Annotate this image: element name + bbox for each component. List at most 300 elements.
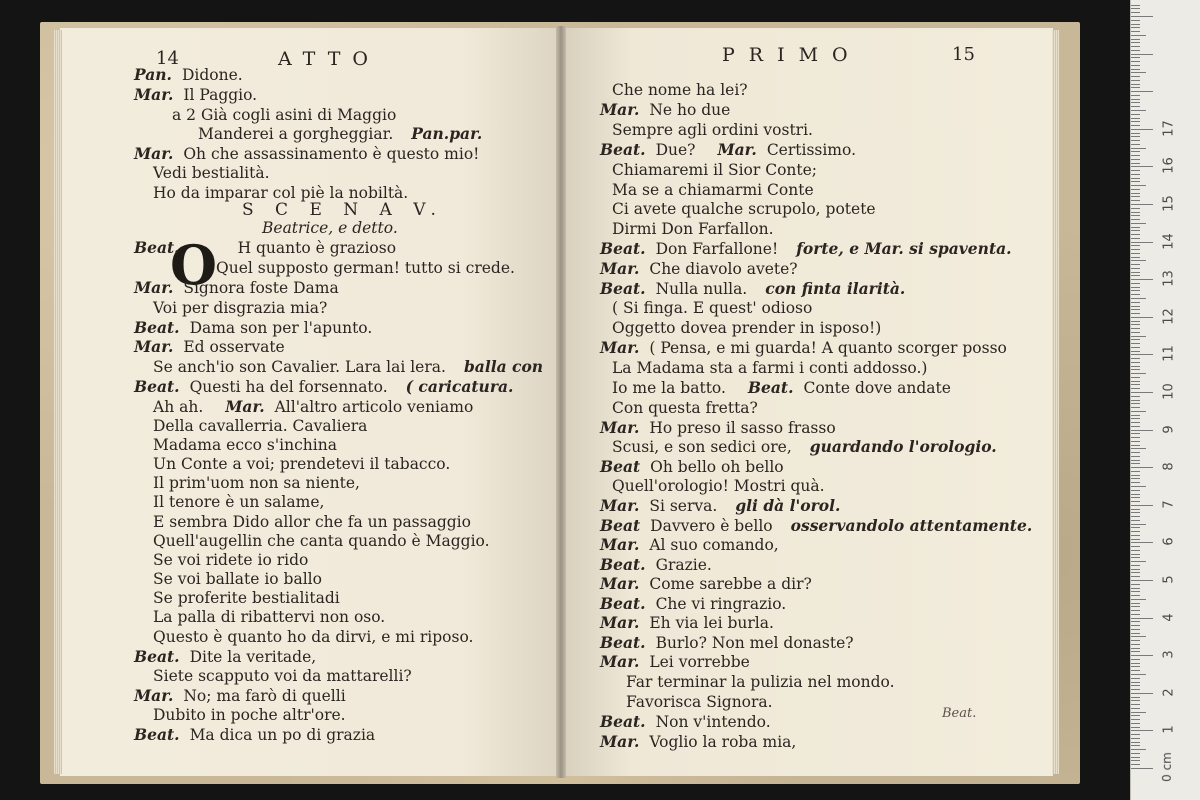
ruler-number: 7 bbox=[1161, 500, 1177, 509]
ruler-number: 10 bbox=[1161, 383, 1177, 400]
ruler-tick bbox=[1131, 396, 1140, 397]
ruler-tick bbox=[1131, 324, 1140, 325]
ruler-tick bbox=[1131, 163, 1140, 164]
ruler-tick bbox=[1131, 16, 1153, 17]
ruler-tick bbox=[1131, 478, 1140, 479]
ruler-tick bbox=[1131, 42, 1140, 43]
ruler-tick bbox=[1131, 475, 1140, 476]
text-line bbox=[600, 260, 798, 278]
ruler-tick bbox=[1131, 230, 1140, 231]
ruler-tick bbox=[1131, 418, 1140, 419]
ruler-tick bbox=[1131, 591, 1140, 592]
line-text: a 2 Già cogli asini di Maggio bbox=[172, 106, 397, 124]
ruler-tick bbox=[1131, 384, 1140, 385]
ruler-number: 16 bbox=[1161, 157, 1177, 175]
speaker-label: Mar. bbox=[600, 652, 640, 671]
text-line bbox=[612, 299, 812, 317]
ruler-tick bbox=[1131, 760, 1140, 761]
ruler-tick bbox=[1131, 520, 1140, 521]
ruler-tick bbox=[1131, 392, 1153, 393]
text-line bbox=[198, 125, 482, 143]
ruler-tick bbox=[1131, 441, 1140, 442]
line-text: Il tenore è un salame, bbox=[153, 493, 325, 511]
ruler-tick bbox=[1131, 272, 1140, 273]
text-line bbox=[134, 239, 396, 257]
text-line bbox=[612, 359, 927, 377]
text-line bbox=[153, 570, 322, 588]
speaker-label: Beat. bbox=[600, 712, 646, 731]
text-line bbox=[153, 532, 490, 550]
ruler-tick bbox=[1131, 411, 1146, 412]
ruler-tick bbox=[1131, 185, 1146, 186]
line-text: Voglio la roba mia, bbox=[649, 733, 797, 751]
speaker-label: Beat. bbox=[600, 633, 646, 652]
ruler-number: 17 bbox=[1161, 120, 1177, 137]
ruler-tick bbox=[1131, 238, 1140, 239]
line-text: ( Pensa, e mi guarda! A quanto scorger posso bbox=[649, 339, 1007, 357]
line-text: Oggetto dovea prender in isposo!) bbox=[612, 319, 882, 337]
ruler-number: 5 bbox=[1161, 575, 1177, 584]
speaker-label: Beat. bbox=[134, 647, 180, 666]
ruler-tick bbox=[1131, 339, 1140, 340]
ruler-tick bbox=[1131, 260, 1146, 261]
text-line bbox=[134, 319, 372, 337]
ruler-tick bbox=[1131, 433, 1140, 434]
ruler-tick bbox=[1131, 422, 1140, 423]
ruler-tick bbox=[1131, 655, 1153, 656]
line-text: Certissimo. bbox=[766, 141, 856, 159]
ruler-tick bbox=[1131, 35, 1146, 36]
ruler-tick bbox=[1131, 685, 1140, 686]
line-text: Didone. bbox=[181, 66, 243, 84]
ruler-tick bbox=[1131, 588, 1140, 589]
ruler-tick bbox=[1131, 196, 1140, 197]
ruler-tick bbox=[1131, 621, 1140, 622]
line-text: Io me la batto. bbox=[612, 379, 726, 397]
ruler-tick bbox=[1131, 257, 1140, 258]
ruler-tick bbox=[1131, 351, 1140, 352]
stage-direction: balla con bbox=[463, 357, 544, 376]
speaker-label: Beat. bbox=[134, 725, 180, 744]
speaker-label: Beat. bbox=[134, 377, 180, 396]
ruler-tick bbox=[1131, 298, 1146, 299]
ruler-tick bbox=[1131, 678, 1140, 679]
ruler-tick bbox=[1131, 193, 1140, 194]
text-line bbox=[600, 517, 1032, 535]
text-line bbox=[153, 436, 337, 454]
line-text: Manderei a gorgheggiar. bbox=[198, 125, 394, 143]
ruler-tick bbox=[1131, 460, 1140, 461]
ruler-tick bbox=[1131, 753, 1140, 754]
ruler-tick bbox=[1131, 572, 1140, 573]
line-text: Nulla nulla. bbox=[655, 280, 748, 298]
ruler-tick bbox=[1131, 306, 1140, 307]
text-line bbox=[612, 81, 748, 99]
ruler-tick bbox=[1131, 118, 1140, 119]
line-text: Ma se a chiamarmi Conte bbox=[612, 181, 814, 199]
text-line bbox=[600, 634, 854, 652]
text-line bbox=[153, 513, 471, 531]
speaker-label: Mar. bbox=[600, 100, 640, 119]
ruler-tick bbox=[1131, 200, 1140, 201]
line-text: Come sarebbe a dir? bbox=[649, 575, 812, 593]
ruler-tick bbox=[1131, 12, 1140, 13]
ruler-tick bbox=[1131, 595, 1140, 596]
ruler-tick bbox=[1131, 426, 1140, 427]
speaker-label: Mar. bbox=[600, 574, 640, 593]
ruler-tick bbox=[1131, 377, 1140, 378]
ruler-tick bbox=[1131, 610, 1140, 611]
ruler-tick bbox=[1131, 606, 1140, 607]
ruler-tick bbox=[1131, 584, 1140, 585]
line-text: Il Paggio. bbox=[183, 86, 258, 104]
ruler-tick bbox=[1131, 290, 1140, 291]
ruler-tick bbox=[1131, 381, 1140, 382]
ruler-tick bbox=[1131, 76, 1140, 77]
line-text: Dama son per l'apunto. bbox=[189, 319, 373, 337]
line-text: Chiamaremi il Sior Conte; bbox=[612, 161, 818, 179]
text-line bbox=[134, 687, 346, 705]
line-text: Ne ho due bbox=[649, 101, 731, 119]
text-line bbox=[153, 474, 360, 492]
ruler-tick bbox=[1131, 373, 1146, 374]
text-line bbox=[612, 319, 881, 337]
ruler-tick bbox=[1131, 452, 1140, 453]
speaker-label: Beat. bbox=[600, 594, 646, 613]
stage-direction: osservandolo attentamente. bbox=[790, 516, 1033, 535]
line-text: La palla di ribattervi non oso. bbox=[153, 608, 386, 626]
ruler-tick bbox=[1131, 640, 1140, 641]
ruler-tick bbox=[1131, 317, 1153, 318]
ruler-tick bbox=[1131, 249, 1140, 250]
ruler-tick bbox=[1131, 715, 1140, 716]
line-text: Beatrice, e detto. bbox=[262, 219, 398, 237]
ruler-tick bbox=[1131, 535, 1140, 536]
text-line bbox=[600, 713, 771, 731]
text-line bbox=[600, 240, 1012, 258]
ruler-tick bbox=[1131, 114, 1140, 115]
line-text: Questo è quanto ho da dirvi, e mi riposo. bbox=[153, 628, 474, 646]
ruler-tick bbox=[1131, 332, 1140, 333]
stage-direction: Pan.par. bbox=[411, 124, 483, 143]
text-line bbox=[153, 628, 473, 646]
ruler-tick bbox=[1131, 279, 1153, 280]
line-text: Se proferite bestialitadi bbox=[153, 589, 340, 607]
ruler-tick bbox=[1131, 268, 1140, 269]
ruler-tick bbox=[1131, 321, 1140, 322]
ruler-tick bbox=[1131, 757, 1140, 758]
ruler-tick bbox=[1131, 174, 1140, 175]
text-line bbox=[153, 667, 412, 685]
ruler-tick bbox=[1131, 65, 1140, 66]
line-text: Davvero è bello bbox=[650, 517, 773, 535]
ruler-tick bbox=[1131, 689, 1140, 690]
ruler-tick bbox=[1131, 618, 1153, 619]
ruler-tick bbox=[1131, 133, 1140, 134]
ruler-tick bbox=[1131, 72, 1146, 73]
speaker-label: Mar. bbox=[600, 259, 640, 278]
line-text: Ah ah. bbox=[153, 398, 204, 416]
text-line bbox=[612, 200, 876, 218]
ruler-tick bbox=[1131, 242, 1153, 243]
text-line bbox=[134, 279, 339, 297]
ruler-tick bbox=[1131, 663, 1140, 664]
ruler-tick bbox=[1131, 603, 1140, 604]
text-line bbox=[600, 141, 856, 159]
ruler-tick bbox=[1131, 159, 1140, 160]
ruler-tick bbox=[1131, 561, 1146, 562]
speaker-label: Beat bbox=[600, 457, 641, 476]
speaker-label: Mar. bbox=[134, 686, 174, 705]
line-text: Eh via lei burla. bbox=[649, 614, 774, 632]
speaker-label: Mar. bbox=[134, 85, 174, 104]
right-page-edges bbox=[1052, 30, 1059, 774]
ruler-tick bbox=[1131, 54, 1153, 55]
text-line bbox=[600, 458, 784, 476]
text-line bbox=[612, 399, 758, 417]
stage-direction: ( caricatura. bbox=[405, 377, 514, 396]
text-line bbox=[153, 551, 308, 569]
ruler-tick bbox=[1131, 580, 1153, 581]
ruler-number: 9 bbox=[1161, 424, 1177, 434]
ruler-tick bbox=[1131, 39, 1140, 40]
ruler-tick bbox=[1131, 234, 1140, 235]
ruler-tick bbox=[1131, 354, 1153, 355]
line-text: Ci avete qualche scrupolo, potete bbox=[612, 200, 876, 218]
ruler-tick bbox=[1131, 708, 1140, 709]
ruler-tick bbox=[1131, 283, 1140, 284]
text-line bbox=[600, 419, 836, 437]
ruler-tick bbox=[1131, 253, 1140, 254]
speaker-label: Mar. bbox=[600, 338, 640, 357]
ruler-tick bbox=[1131, 343, 1140, 344]
ruler-tick bbox=[1131, 700, 1140, 701]
line-text: Grazie. bbox=[655, 556, 712, 574]
left-running-header: ATTO bbox=[278, 48, 380, 70]
ruler-tick bbox=[1131, 490, 1140, 491]
text-line bbox=[134, 86, 257, 104]
text-line bbox=[172, 106, 396, 124]
line-text: Far terminar la pulizia nel mondo. bbox=[626, 673, 895, 691]
right-page-number: 15 bbox=[952, 44, 975, 65]
ruler-tick bbox=[1131, 110, 1146, 111]
ruler-tick bbox=[1131, 369, 1140, 370]
line-text: Dirmi Don Farfallon. bbox=[612, 220, 774, 238]
text-line bbox=[153, 455, 450, 473]
ruler-tick bbox=[1131, 666, 1140, 667]
ruler-tick bbox=[1131, 313, 1140, 314]
ruler-tick bbox=[1131, 516, 1140, 517]
text-line bbox=[262, 219, 398, 237]
text-line bbox=[242, 201, 444, 219]
ruler-tick bbox=[1131, 178, 1140, 179]
text-line bbox=[612, 438, 997, 456]
ruler-tick bbox=[1131, 166, 1153, 167]
ruler-tick bbox=[1131, 565, 1140, 566]
ruler-tick bbox=[1131, 742, 1140, 743]
ruler-tick bbox=[1131, 576, 1140, 577]
catchword: Beat. bbox=[942, 706, 977, 721]
ruler-number: 15 bbox=[1161, 195, 1177, 212]
ruler-tick bbox=[1131, 768, 1153, 769]
ruler-tick bbox=[1131, 136, 1140, 137]
ruler-tick bbox=[1131, 24, 1140, 25]
ruler-tick bbox=[1131, 140, 1140, 141]
ruler-tick bbox=[1131, 129, 1153, 130]
text-line bbox=[612, 181, 814, 199]
ruler-number: 13 bbox=[1161, 270, 1177, 287]
ruler-tick bbox=[1131, 366, 1140, 367]
ruler-tick bbox=[1131, 764, 1140, 765]
ruler-number: 12 bbox=[1161, 308, 1177, 325]
ruler-tick bbox=[1131, 727, 1140, 728]
ruler-tick bbox=[1131, 614, 1140, 615]
ruler-tick bbox=[1131, 309, 1140, 310]
ruler-tick bbox=[1131, 388, 1140, 389]
ruler-tick bbox=[1131, 723, 1140, 724]
ruler-tick bbox=[1131, 294, 1140, 295]
speaker-label: Pan. bbox=[134, 65, 172, 84]
ruler-tick bbox=[1131, 287, 1140, 288]
line-text: Sempre agli ordini vostri. bbox=[612, 121, 813, 139]
ruler-tick bbox=[1131, 69, 1140, 70]
line-text: Che nome ha lei? bbox=[612, 81, 748, 99]
ruler-tick bbox=[1131, 524, 1146, 525]
line-text: Dubito in poche altr'ore. bbox=[153, 706, 346, 724]
speaker-label: Beat. bbox=[134, 318, 180, 337]
text-line bbox=[626, 693, 773, 711]
ruler-tick bbox=[1131, 219, 1140, 220]
speaker-label: Mar. bbox=[225, 397, 265, 416]
ruler-tick bbox=[1131, 697, 1140, 698]
ruler-tick bbox=[1131, 403, 1140, 404]
ruler-tick bbox=[1131, 5, 1140, 6]
text-line bbox=[600, 614, 774, 632]
speaker-label: Beat. bbox=[600, 555, 646, 574]
ruler-number: 6 bbox=[1161, 537, 1177, 547]
ruler-tick bbox=[1131, 546, 1140, 547]
left-page-number: 14 bbox=[156, 48, 179, 69]
ruler-tick bbox=[1131, 704, 1140, 705]
line-text: H quanto è grazioso bbox=[237, 239, 397, 257]
ruler-tick bbox=[1131, 151, 1140, 152]
ruler-tick bbox=[1131, 629, 1140, 630]
ruler-tick bbox=[1131, 215, 1140, 216]
ruler-tick bbox=[1131, 275, 1140, 276]
text-line bbox=[216, 259, 515, 277]
text-line bbox=[153, 706, 346, 724]
ruler-tick bbox=[1131, 467, 1153, 468]
ruler-tick bbox=[1131, 636, 1146, 637]
ruler-tick bbox=[1131, 121, 1140, 122]
text-line bbox=[134, 66, 243, 84]
ruler-tick bbox=[1131, 501, 1140, 502]
text-line bbox=[600, 653, 750, 671]
stage-direction: forte, e Mar. si spaventa. bbox=[796, 239, 1012, 258]
ruler-tick bbox=[1131, 554, 1140, 555]
speaker-label: Mar. bbox=[600, 535, 640, 554]
ruler-tick bbox=[1131, 512, 1140, 513]
ruler-tick bbox=[1131, 557, 1140, 558]
ruler-tick bbox=[1131, 550, 1140, 551]
ruler-tick bbox=[1131, 336, 1146, 337]
ruler-tick bbox=[1131, 181, 1140, 182]
ruler-tick bbox=[1131, 738, 1140, 739]
text-line bbox=[153, 417, 367, 435]
ruler-number: 11 bbox=[1161, 345, 1177, 363]
ruler-tick bbox=[1131, 494, 1140, 495]
line-text: Che vi ringrazio. bbox=[655, 595, 787, 613]
text-line bbox=[626, 673, 895, 691]
stage-direction: gli dà l'orol. bbox=[735, 496, 841, 515]
line-text: Se anch'io son Cavalier. Lara lai lera. bbox=[153, 358, 446, 376]
text-line bbox=[600, 536, 779, 554]
ruler-tick bbox=[1131, 358, 1140, 359]
speaker-label: Beat. bbox=[600, 279, 646, 298]
line-text: Non v'intendo. bbox=[655, 713, 771, 731]
text-line bbox=[153, 164, 270, 182]
text-line bbox=[600, 101, 730, 119]
ruler-tick bbox=[1131, 456, 1140, 457]
text-line bbox=[134, 648, 316, 666]
line-text: Questi ha del forsennato. bbox=[189, 378, 388, 396]
left-page-edges bbox=[54, 30, 62, 774]
speaker-label: Beat. bbox=[747, 378, 794, 397]
ruler-tick bbox=[1131, 415, 1140, 416]
ruler-number: 8 bbox=[1161, 462, 1177, 471]
ruler-tick bbox=[1131, 648, 1140, 649]
ruler-tick bbox=[1131, 347, 1140, 348]
ruler-tick bbox=[1131, 497, 1140, 498]
ruler-tick bbox=[1131, 531, 1140, 532]
text-line bbox=[153, 299, 327, 317]
ruler-number: 3 bbox=[1161, 650, 1177, 659]
ruler-tick bbox=[1131, 430, 1153, 431]
ruler-unit-label: 0 cm bbox=[1159, 752, 1174, 782]
line-text: Ho preso il sasso frasso bbox=[649, 419, 836, 437]
ruler-tick bbox=[1131, 682, 1140, 683]
ruler-tick bbox=[1131, 734, 1140, 735]
ruler-tick bbox=[1131, 719, 1140, 720]
ruler-tick bbox=[1131, 95, 1140, 96]
ruler-tick bbox=[1131, 204, 1153, 205]
speaker-label: Beat. bbox=[600, 239, 646, 258]
ruler-tick bbox=[1131, 245, 1140, 246]
text-line bbox=[600, 280, 905, 298]
ruler-tick bbox=[1131, 651, 1140, 652]
ruler-tick bbox=[1131, 189, 1140, 190]
line-text: S C E N A V. bbox=[242, 200, 444, 220]
ruler-tick bbox=[1131, 670, 1140, 671]
ruler-tick bbox=[1131, 445, 1140, 446]
line-text: Burlo? Non mel donaste? bbox=[655, 634, 854, 652]
line-text: Dite la veritade, bbox=[189, 648, 317, 666]
text-line bbox=[612, 220, 774, 238]
ruler-tick bbox=[1131, 693, 1153, 694]
ruler-tick bbox=[1131, 8, 1140, 9]
ruler-tick bbox=[1131, 482, 1140, 483]
line-text: Siete scapputo voi da mattarelli? bbox=[153, 667, 412, 685]
line-text: ( Si finga. E quest' odioso bbox=[612, 299, 813, 317]
drop-cap-initial: O bbox=[170, 233, 218, 297]
ruler-tick bbox=[1131, 80, 1140, 81]
ruler-number: 14 bbox=[1161, 232, 1177, 250]
speaker-label: Mar. bbox=[600, 418, 640, 437]
speaker-label: Mar. bbox=[134, 278, 174, 297]
line-text: All'altro articolo veniamo bbox=[274, 398, 474, 416]
measuring-ruler bbox=[1130, 0, 1200, 800]
line-text: Della cavallerria. Cavaliera bbox=[153, 417, 368, 435]
